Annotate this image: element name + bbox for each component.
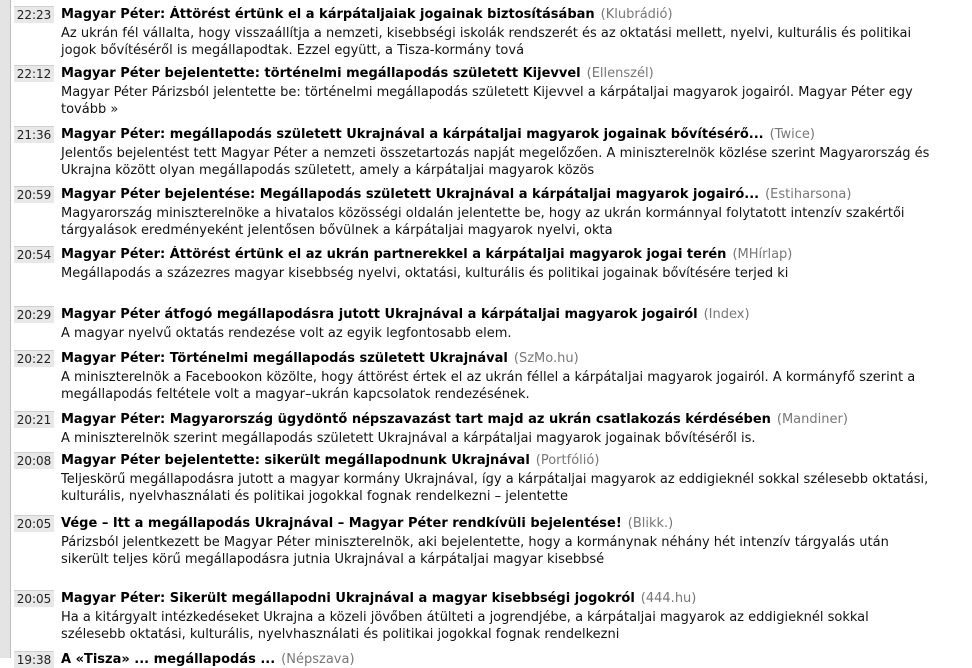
news-summary: Az ukrán fél vállalta, hogy visszaállítja a nemzeti, kisebbségi iskolák rendszerét és az oktatási mellett, nyelvi, kulturális és politikai jogok bővítéséről is megállapodtak. Ezzel együtt, a Tisza-kormány tová	[61, 26, 912, 58]
news-title-link[interactable]: Magyar Péter: Sikerült megállapodni Ukrajnával a magyar kisebbségi jogokról	[61, 591, 635, 606]
news-title-link[interactable]: Magyar Péter: Történelmi megállapodás született Ukrajnával	[61, 351, 508, 366]
news-headline	[61, 411, 961, 428]
news-title-link[interactable]: Magyar Péter: Magyarország ügydöntő népszavazást tart majd az ukrán csatlakozás kérdésében	[61, 412, 771, 427]
news-source[interactable]: (Népszava)	[281, 652, 355, 667]
news-headline	[61, 126, 961, 143]
news-headline	[61, 452, 961, 469]
news-title-link[interactable]: Magyar Péter átfogó megállapodásra jutott Ukrajnával a kárpátaljai magyarok jogairól	[61, 307, 698, 322]
news-headline	[61, 186, 961, 203]
news-time: 21:36	[14, 126, 54, 143]
news-summary: Megállapodás a százezres magyar kisebbség nyelvi, oktatási, kulturális és politikai jogainak bővítésére terjed ki	[61, 266, 789, 281]
news-time: 22:12	[14, 65, 54, 82]
news-title-link[interactable]: Vége – Itt a megállapodás Ukrajnával – Magyar Péter rendkívüli bejelentése!	[61, 516, 622, 531]
news-headline	[61, 350, 961, 367]
news-title-link[interactable]: A «Tisza» ... megállapodás ...	[61, 652, 276, 667]
news-source[interactable]: (Portfólió)	[535, 453, 600, 468]
news-headline	[61, 246, 961, 263]
news-title-link[interactable]: Magyar Péter bejelentette: történelmi megállapodás született Kijevvel	[61, 66, 581, 81]
news-headline	[61, 6, 961, 23]
news-source[interactable]: (444.hu)	[640, 591, 697, 606]
news-time: 19:38	[14, 651, 54, 668]
news-headline	[61, 65, 961, 82]
news-summary: Magyar Péter Párizsból jelentette be: történelmi megállapodás született Kijevvel a kárpátaljai magyarok jogairól. Magyar Péter egy tovább »	[61, 85, 913, 117]
news-summary: A miniszterelnök szerint megállapodás született Ukrajnával a kárpátaljai magyarok jogainak bővítéséről is.	[61, 431, 756, 446]
news-time: 20:05	[14, 515, 54, 532]
news-summary: Teljeskörű megállapodásra jutott a magyar kormány Ukrajnával, így a kárpátaljai magyarok az eddigieknél sokkal szélesebb oktatási, kulturális, nyelvhasználati és politikai jogokkal fognak rendelkezni – jelentette	[61, 472, 929, 504]
news-summary: A magyar nyelvű oktatás rendezése volt az egyik legfontosabb elem.	[61, 326, 512, 341]
news-source[interactable]: (Klubrádió)	[600, 7, 673, 22]
left-gutter	[0, 0, 11, 658]
news-headline	[61, 515, 961, 532]
news-title-link[interactable]: Magyar Péter: Áttörést értünk el a kárpátaljaiak jogainak biztosításában	[61, 7, 595, 22]
news-time: 20:59	[14, 186, 54, 203]
news-summary: Jelentős bejelentést tett Magyar Péter a nemzeti összetartozás napját megelőzően. A miniszterelnök közlése szerint Magyarország és Ukrajna között olyan megállapodás született, amely a kárpátaljai magyarok közös	[61, 146, 930, 178]
news-summary: Párizsból jelentkezett be Magyar Péter miniszterelnök, aki bejelentette, hogy a kormánynak néhány hét intenzív tárgyalás után sikerült teljes körű megállapodásra jutnia Ukrajnával a kárpátaljai magyar kisebbsé	[61, 535, 889, 567]
news-source[interactable]: (SzMo.hu)	[513, 351, 579, 366]
news-title-link[interactable]: Magyar Péter: Áttörést értünk el az ukrán partnerekkel a kárpátaljai magyarok jogai terén	[61, 247, 727, 262]
news-time: 20:29	[14, 306, 54, 323]
news-summary: Magyarország miniszterelnöke a hivatalos közösségi oldalán jelentette be, hogy az ukrán kormánnyal folytatott intenzív szakértői tárgyalások eredményeként jelentősen bővülnek a kárpátaljai magyarok nyelvi, okta	[61, 206, 905, 238]
news-headline	[61, 651, 961, 668]
news-time: 20:08	[14, 452, 54, 469]
news-summary: Ha a kitárgyalt intézkedéseket Ukrajna a közeli jövőben átülteti a jogrendjébe, a kárpátaljai magyarok az eddigieknél sokkal szélesebb oktatási, kulturális, nyelvhasználati és politikai jogokkal fognak rendelkezni	[61, 610, 869, 642]
news-source[interactable]: (Ellenszél)	[586, 66, 654, 81]
news-headline	[61, 590, 961, 607]
news-time: 20:54	[14, 246, 54, 263]
news-time: 22:23	[14, 6, 54, 23]
news-summary: A miniszterelnök a Facebookon közölte, hogy áttörést értek el az ukrán féllel a kárpátaljai magyarok jogairól. A kormányfő szerint a megállapodás feltétele volt a magyar–ukrán kapcsolatok rendezésének.	[61, 370, 916, 402]
news-source[interactable]: (MHírlap)	[732, 247, 793, 262]
news-source[interactable]: (Index)	[703, 307, 750, 322]
news-title-link[interactable]: Magyar Péter bejelentése: Megállapodás született Ukrajnával a kárpátaljai magyarok jogairó...	[61, 187, 760, 202]
news-source[interactable]: (Twice)	[769, 127, 815, 142]
news-title-link[interactable]: Magyar Péter bejelentette: sikerült megállapodnunk Ukrajnával	[61, 453, 530, 468]
news-source[interactable]: (Estiharsona)	[765, 187, 852, 202]
news-source[interactable]: (Mandiner)	[776, 412, 848, 427]
news-headline	[61, 306, 961, 323]
news-time: 20:22	[14, 350, 54, 367]
news-time: 20:05	[14, 590, 54, 607]
news-title-link[interactable]: Magyar Péter: megállapodás született Ukrajnával a kárpátaljai magyarok jogainak bővítésérő...	[61, 127, 764, 142]
news-time: 20:21	[14, 411, 54, 428]
news-source[interactable]: (Blikk.)	[627, 516, 674, 531]
